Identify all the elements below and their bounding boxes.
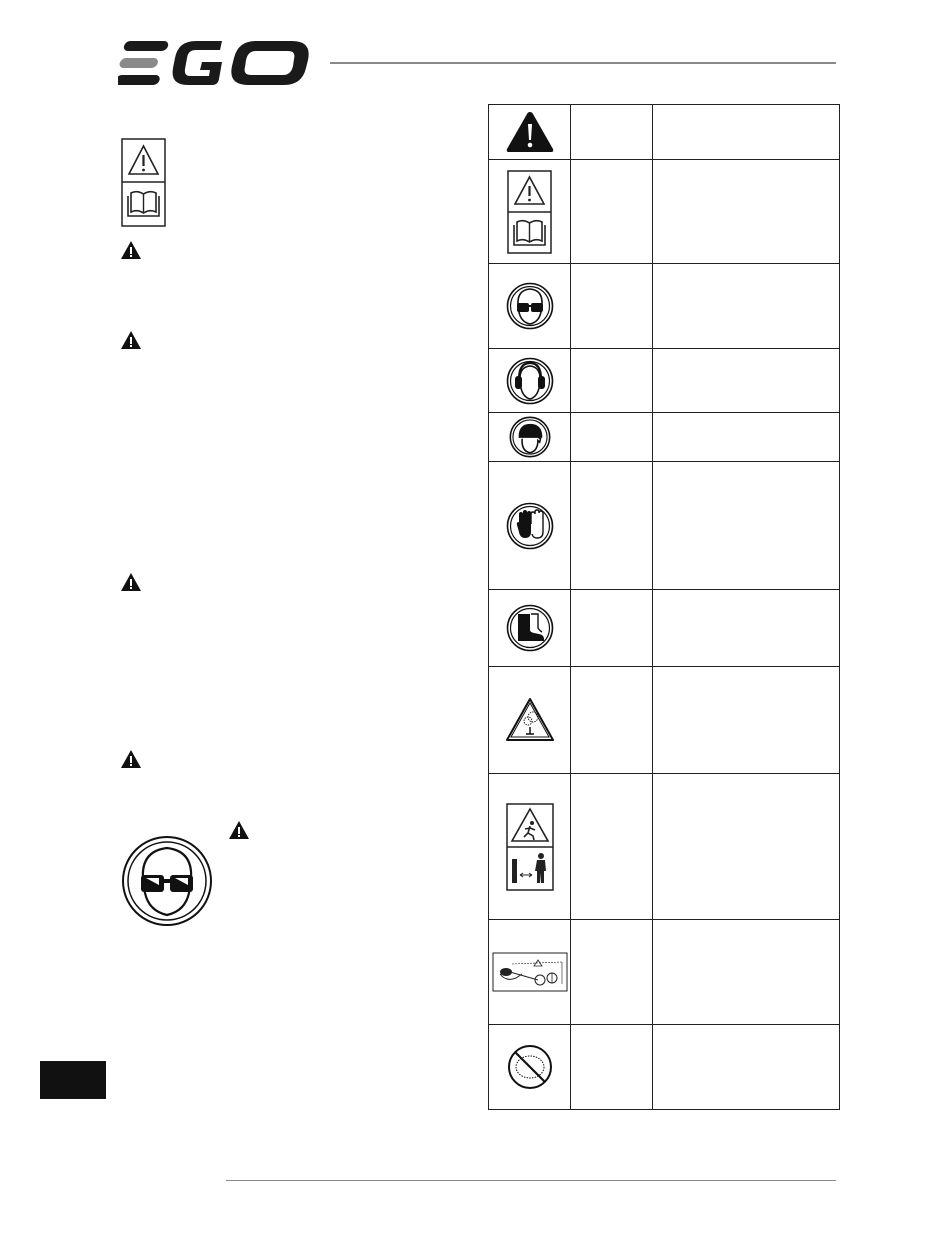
symbol-name-cell xyxy=(571,667,653,773)
wear-eye-protection-icon xyxy=(506,282,554,330)
symbol-cell xyxy=(489,920,571,1024)
warning-triangle-icon xyxy=(120,572,142,592)
symbol-name-cell xyxy=(571,105,653,159)
table-row xyxy=(489,159,839,263)
wear-gloves-icon xyxy=(506,502,554,550)
symbol-description-cell xyxy=(653,667,839,773)
table-row xyxy=(489,666,839,773)
symbol-cell xyxy=(489,1025,571,1109)
symbol-name-cell xyxy=(571,462,653,589)
wear-boots-icon xyxy=(506,604,554,652)
symbol-description-cell xyxy=(653,920,839,1024)
symbol-description-cell xyxy=(653,264,839,348)
symbol-cell xyxy=(489,160,571,263)
read-manual-symbol xyxy=(121,138,166,227)
symbol-name-cell xyxy=(571,920,653,1024)
eye-protection-icon xyxy=(121,835,213,927)
header-rule xyxy=(330,62,836,64)
symbol-name-cell xyxy=(571,264,653,348)
symbol-description-cell xyxy=(653,462,839,589)
table-row xyxy=(489,589,839,666)
symbol-name-cell xyxy=(571,774,653,919)
ego-logo-graphic xyxy=(118,38,314,88)
symbol-name-cell xyxy=(571,590,653,666)
warning-triangle-icon xyxy=(120,240,142,260)
symbol-cell xyxy=(489,667,571,773)
symbol-description-cell xyxy=(653,1025,839,1109)
thrown-objects-icon xyxy=(505,697,555,743)
symbol-description-cell xyxy=(653,413,839,461)
symbol-description-cell xyxy=(653,349,839,412)
symbol-cell xyxy=(489,462,571,589)
symbol-cell xyxy=(489,264,571,348)
table-row xyxy=(489,461,839,589)
symbol-name-cell xyxy=(571,349,653,412)
ego-logo xyxy=(118,38,314,88)
symbol-table xyxy=(488,104,840,1110)
table-row xyxy=(489,412,839,461)
symbol-cell xyxy=(489,105,571,159)
symbol-description-cell xyxy=(653,105,839,159)
table-row xyxy=(489,919,839,1024)
wear-head-protection-icon xyxy=(509,416,551,458)
symbol-name-cell xyxy=(571,413,653,461)
wear-hearing-protection-icon xyxy=(506,357,554,405)
read-operators-manual-icon xyxy=(507,170,552,254)
warning-triangle-icon xyxy=(228,820,250,840)
footer-rule xyxy=(226,1180,836,1181)
symbol-name-cell xyxy=(571,1025,653,1109)
symbol-description-cell xyxy=(653,774,839,919)
table-row xyxy=(489,263,839,348)
symbol-description-cell xyxy=(653,590,839,666)
warning-triangle-icon xyxy=(120,330,142,350)
table-row xyxy=(489,348,839,412)
symbol-cell xyxy=(489,774,571,919)
keep-bystanders-away-icon xyxy=(506,803,554,891)
symbol-cell xyxy=(489,349,571,412)
no-metal-blade-icon xyxy=(506,1043,554,1091)
table-row xyxy=(489,105,839,159)
eye-protection-symbol xyxy=(121,835,213,927)
warning-triangle-icon xyxy=(120,749,142,769)
symbol-cell xyxy=(489,413,571,461)
language-tab xyxy=(40,1061,106,1099)
trimmer-distance-diagram-icon xyxy=(492,952,568,992)
read-manual-icon xyxy=(121,138,166,227)
symbol-name-cell xyxy=(571,160,653,263)
table-row xyxy=(489,773,839,919)
safety-alert-icon xyxy=(506,111,554,153)
symbol-description-cell xyxy=(653,160,839,263)
table-row xyxy=(489,1024,839,1109)
symbol-cell xyxy=(489,590,571,666)
